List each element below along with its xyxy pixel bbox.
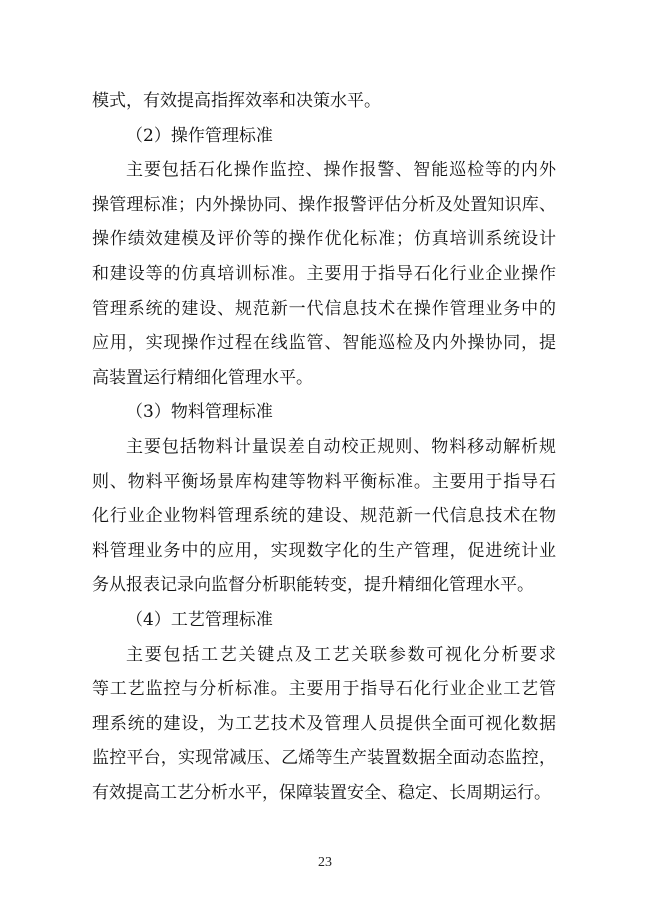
text-line: 和建设等的仿真培训标准。主要用于指导石化行业企业操作 <box>92 263 556 284</box>
text-line: （3）物料管理标准 <box>126 402 273 423</box>
text-line: 理系统的建设，为工艺技术及管理人员提供全面可视化数据 <box>92 713 556 734</box>
paragraph <box>92 84 556 119</box>
text-line: 主要包括石化操作监控、操作报警、智能巡检等的内外 <box>126 160 556 181</box>
text-line: 料管理业务中的应用，实现数字化的生产管理，促进统计业 <box>92 540 556 561</box>
section-heading <box>92 603 556 638</box>
section-heading <box>92 395 556 430</box>
paragraph <box>92 638 556 811</box>
text-line: 应用，实现操作过程在线监管、智能巡检及内外操协同，提 <box>92 333 556 354</box>
text-line: 则、物料平衡场景库构建等物料平衡标准。主要用于指导石 <box>92 471 556 492</box>
text-line: 操管理标准；内外操协同、操作报警评估分析及处置知识库、 <box>92 194 556 215</box>
page-number: 23 <box>318 855 332 870</box>
text-line: 监控平台，实现常减压、乙烯等生产装置数据全面动态监控， <box>92 748 556 769</box>
text-line: 务从报表记录向监督分析职能转变，提升精细化管理水平。 <box>92 575 534 596</box>
text-line: 等工艺监控与分析标准。主要用于指导石化行业企业工艺管 <box>92 679 556 700</box>
text-line: 主要包括工艺关键点及工艺关联参数可视化分析要求 <box>126 644 556 665</box>
text-line: 有效提高工艺分析水平，保障装置安全、稳定、长周期运行。 <box>92 782 551 803</box>
paragraph <box>92 430 556 603</box>
body-text <box>92 84 556 810</box>
text-line: 操作绩效建模及评价等的操作优化标准；仿真培训系统设计 <box>92 229 556 250</box>
text-line: 高装置运行精细化管理水平。 <box>92 367 313 388</box>
text-line: （4）工艺管理标准 <box>126 609 273 630</box>
paragraph <box>92 153 556 395</box>
text-line: 化行业企业物料管理系统的建设、规范新一代信息技术在物 <box>92 506 556 527</box>
section-heading <box>92 119 556 154</box>
text-line: （2）操作管理标准 <box>126 125 273 146</box>
text-line: 主要包括物料计量误差自动校正规则、物料移动解析规 <box>126 436 556 457</box>
text-line: 管理系统的建设、规范新一代信息技术在操作管理业务中的 <box>92 298 556 319</box>
text-line: 模式，有效提高指挥效率和决策水平。 <box>92 91 381 111</box>
